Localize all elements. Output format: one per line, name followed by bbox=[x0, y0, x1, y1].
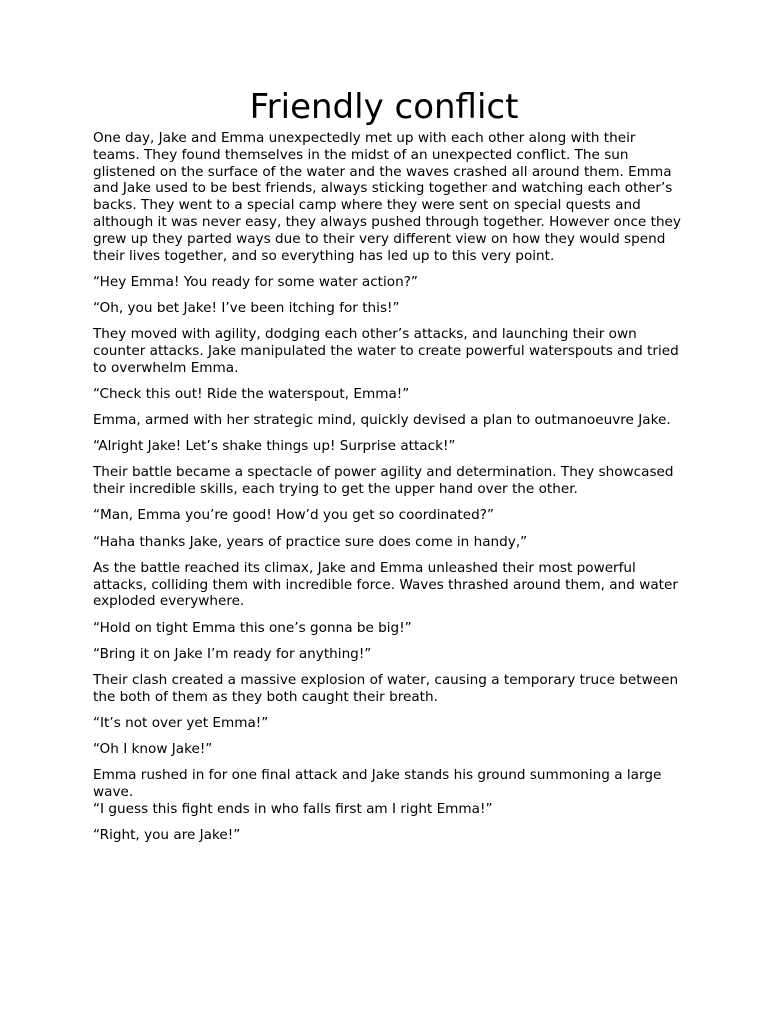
paragraph: Emma rushed in for one final attack and Jake stands his ground summoning a large wave. bbox=[93, 767, 662, 801]
paragraph: “I guess this fight ends in who falls first am I right Emma!” bbox=[93, 800, 493, 817]
document-title: Friendly conflict bbox=[249, 87, 519, 127]
paragraph: “Right, you are Jake!” bbox=[93, 827, 241, 844]
paragraph: One day, Jake and Emma unexpectedly met up with each other along with their teams. They found themselves in the midst of an unexpected conflict. The sun glistened on the surface of the water and the waves crashed all around them. Emma and Jake used to be best friends, always sticking together and watching each other’s backs. They went to a special camp where they were sent on special quests and although it was never easy, they always pushed through together. However once they grew up they parted ways due to their very different view on how they would spend their lives together, and so everything has led up to this very point. bbox=[93, 130, 681, 264]
paragraph: “Bring it on Jake I’m ready for anything!” bbox=[93, 645, 372, 662]
paragraph: Their clash created a massive explosion of water, causing a temporary truce between the both of them as they both caught their breath. bbox=[93, 672, 679, 705]
paragraph: “Alright Jake! Let’s shake things up! Surprise attack!” bbox=[93, 438, 456, 455]
paragraph: “Oh I know Jake!” bbox=[93, 741, 213, 758]
paragraph: “Man, Emma you’re good! How’d you get so coordinated?” bbox=[93, 507, 494, 524]
paragraph: “Hold on tight Emma this one’s gonna be big!” bbox=[93, 619, 412, 636]
paragraph: As the battle reached its climax, Jake and Emma unleashed their most powerful attacks, colliding them with incredible force. Waves thrashed around them, and water exploded everywhere. bbox=[93, 559, 678, 610]
paragraph: “Check this out! Ride the waterspout, Emma!” bbox=[93, 385, 410, 402]
paragraph: “Oh, you bet Jake! I’ve been itching for this!” bbox=[93, 299, 400, 316]
paragraph: “It’s not over yet Emma!” bbox=[93, 714, 269, 731]
paragraph: Their battle became a spectacle of power agility and determination. They showcased their incredible skills, each trying to get the upper hand over the other. bbox=[93, 464, 674, 498]
paragraph: They moved with agility, dodging each other’s attacks, and launching their own counter attacks. Jake manipulated the water to create powerful waterspouts and tried to overwhelm Emma. bbox=[93, 326, 679, 376]
document-body bbox=[93, 130, 683, 853]
paragraph: “Haha thanks Jake, years of practice sure does come in handy,” bbox=[93, 533, 528, 550]
paragraph: Emma, armed with her strategic mind, quickly devised a plan to outmanoeuvre Jake. bbox=[93, 412, 671, 429]
paragraph: “Hey Emma! You ready for some water action?” bbox=[93, 273, 418, 290]
